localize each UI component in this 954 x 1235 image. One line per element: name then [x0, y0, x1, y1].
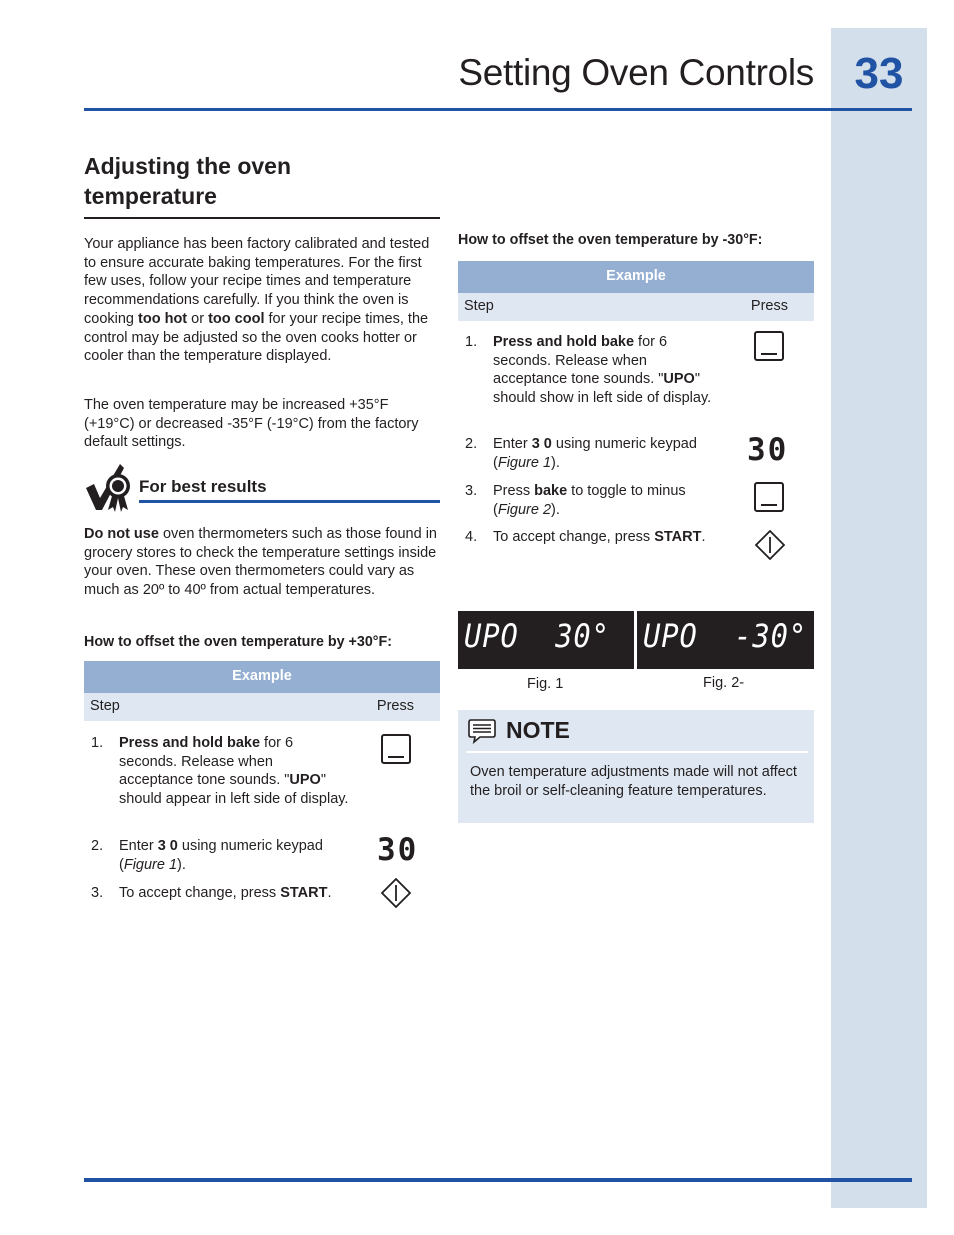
- col-step: Step: [464, 298, 494, 314]
- offset-plus-table: [84, 661, 440, 721]
- fig-2-caption: Fig. 2-: [703, 675, 745, 691]
- bake-key-icon: [754, 331, 784, 361]
- col-press: Press: [750, 298, 788, 314]
- column-headers: [84, 693, 440, 721]
- bake-key-icon: [754, 482, 784, 512]
- display-figure-1: [458, 611, 634, 669]
- section-heading: Adjusting the oven temperature: [84, 151, 440, 219]
- bake-key-icon: [381, 734, 411, 764]
- start-key-icon: [381, 878, 411, 908]
- display-readout: UPO 30°: [464, 617, 610, 655]
- keypad-30: 30: [747, 432, 789, 468]
- note-divider: [466, 751, 808, 753]
- range-paragraph: The oven temperature may be increased +35°F (+19°C) or decreased -35°F (-19°C) from the factory default settings.: [84, 397, 419, 451]
- fig-1-caption: Fig. 1: [527, 676, 564, 692]
- offset-minus-table: [458, 261, 814, 321]
- award-check-icon: [84, 462, 136, 514]
- start-key-icon: [755, 530, 785, 560]
- note-box: [458, 710, 814, 823]
- col-step: Step: [90, 698, 120, 714]
- best-results-rule: [139, 500, 440, 503]
- note-icon: [468, 718, 496, 744]
- best-results-title: For best results: [139, 477, 267, 496]
- display-readout: UPO -30°: [643, 617, 808, 655]
- display-figure-2: [637, 611, 814, 669]
- example-header: Example: [458, 261, 814, 293]
- column-headers: [458, 293, 814, 321]
- footer-rule: [84, 1178, 912, 1182]
- offset-minus-heading: How to offset the oven temperature by -30°F:: [458, 232, 763, 248]
- col-press: Press: [376, 698, 414, 714]
- keypad-30: 30: [377, 832, 419, 868]
- page-title: Setting Oven Controls: [458, 52, 814, 93]
- side-tab: [831, 28, 927, 1208]
- intro-paragraph: Your appliance has been factory calibrated and tested to ensure accurate baking temperatures. For the first few uses, follow your recipe times and temperature recommendations carefully. If you think the oven is cooking too hot or too cool for your recipe times, the control may be adjusted so the oven cooks hotter or cooler than the temperature displayed.: [84, 236, 430, 365]
- offset-plus-heading: How to offset the oven temperature by +30°F:: [84, 634, 392, 650]
- note-title: NOTE: [506, 717, 570, 743]
- example-header: Example: [84, 661, 440, 693]
- page-number: 33: [854, 49, 904, 98]
- header-rule: [84, 108, 912, 111]
- note-text: Oven temperature adjustments made will not affect the broil or self-cleaning feature temperatures.: [470, 764, 797, 799]
- best-results-text: Do not use oven thermometers such as those found in grocery stores to check the temperature settings inside your oven. These oven thermometers could vary as much as 20º to 40º from actual temperatures.: [84, 526, 437, 599]
- best-results-heading: [84, 462, 440, 516]
